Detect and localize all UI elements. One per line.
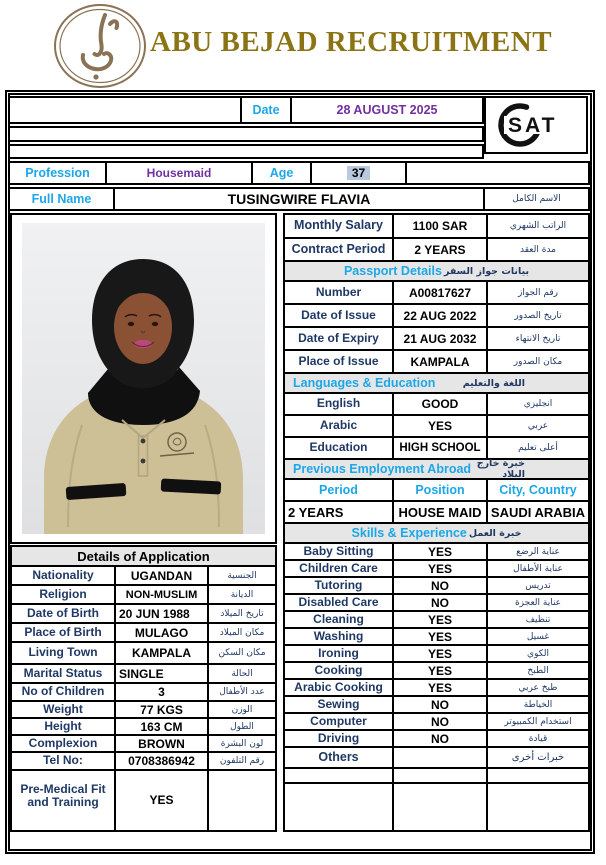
- table-row: [285, 578, 588, 595]
- table-row: [285, 328, 588, 351]
- row-value: MULAGO: [116, 624, 209, 641]
- date-row-empty-cell: [10, 98, 242, 122]
- table-row: [12, 605, 275, 624]
- row-arabic-label: مكان الصدور: [513, 356, 563, 367]
- row-value: 2 YEARS: [394, 239, 488, 260]
- date-label: Date: [242, 98, 292, 122]
- row-arabic-label: مدة العقد: [520, 244, 556, 255]
- row-arabic-label: عناية الأطفال: [513, 563, 563, 574]
- table-row: [285, 305, 588, 328]
- row-value: 21 AUG 2032: [394, 328, 488, 349]
- section-title: Passport Details: [343, 264, 442, 278]
- row-arabic-label: مكان السكن: [218, 648, 266, 658]
- row-arabic-label: الخياطة: [523, 699, 553, 710]
- row-arabic-label: تاريخ الصدور: [514, 310, 562, 321]
- row-label: Disabled Care: [285, 595, 394, 610]
- table-row: [12, 753, 275, 771]
- row-label: Ironing: [285, 646, 394, 661]
- row-value: HOUSE MAID: [394, 502, 488, 522]
- table-row: [285, 714, 588, 731]
- row-arabic-label: انجليزي: [523, 399, 553, 409]
- table-row: [12, 624, 275, 643]
- row-label: Arabic Cooking: [285, 680, 394, 695]
- row-label: Computer: [285, 714, 394, 729]
- applicant-photo-frame: [10, 213, 277, 544]
- row-label: Sewing: [285, 697, 394, 712]
- table-row: [12, 684, 275, 702]
- row-value: NO: [394, 595, 488, 610]
- row-value: YES: [394, 416, 488, 436]
- table-row: [285, 731, 588, 748]
- row-value: NON-MUSLIM: [116, 586, 209, 603]
- row-label: Date of Birth: [12, 605, 116, 622]
- row-value: 0708386942: [116, 753, 209, 769]
- row-arabic-label: مكان الميلاد: [219, 627, 265, 638]
- section-header-skills-experience: [285, 524, 588, 544]
- full-name-label: Full Name: [10, 189, 115, 209]
- row-label: No of Children: [12, 684, 116, 700]
- row-value: 163 CM: [116, 719, 209, 734]
- date-value: 28 AUGUST 2025: [336, 103, 438, 117]
- row-value: 1100 SAR: [394, 215, 488, 237]
- date-row: [8, 96, 484, 124]
- row-arabic-label: غسيل: [526, 631, 550, 642]
- details-of-application-header: [12, 547, 275, 567]
- row-arabic-label: تاريخ الميلاد: [220, 608, 264, 619]
- row-arabic-label: تدريس: [525, 580, 551, 591]
- row-label: Monthly Salary: [285, 215, 394, 237]
- sat-logo-icon: [488, 100, 584, 150]
- row-value: YES: [116, 771, 209, 830]
- row-arabic-label: أعلى تعليم: [518, 443, 558, 453]
- row-label: Tel No:: [12, 753, 116, 769]
- row-value: YES: [394, 544, 488, 559]
- row-arabic-label: الكوي: [527, 648, 549, 659]
- row-label: Driving: [285, 731, 394, 746]
- row-value: KAMPALA: [116, 643, 209, 663]
- row-arabic-label: الجنسية: [227, 570, 257, 581]
- row-value: 22 AUG 2022: [394, 305, 488, 326]
- row-arabic-label: الراتب الشهري: [509, 221, 567, 231]
- row-arabic-label: خبرات أخرى: [511, 752, 565, 763]
- section-title: Skills & Experience: [351, 526, 467, 540]
- table-row: [285, 215, 588, 239]
- row-value: BROWN: [116, 736, 209, 751]
- profession-row-empty-cell: [407, 163, 588, 183]
- empty-table-row: [285, 784, 588, 830]
- section-title-arabic: بيانات جواز السفر: [443, 265, 530, 277]
- row-arabic-label: عربي: [527, 421, 549, 431]
- row-value: SAUDI ARABIA: [490, 504, 586, 520]
- row-label: Cooking: [285, 663, 394, 678]
- row-arabic-label: عناية العجزة: [514, 597, 562, 608]
- empty-cell: [488, 769, 588, 782]
- empty-cell: [285, 784, 394, 830]
- row-label: Place of Birth: [12, 624, 116, 641]
- row-arabic-label: طبخ عربي: [518, 682, 558, 693]
- row-value: KAMPALA: [394, 351, 488, 372]
- row-label: Place of Issue: [285, 351, 394, 372]
- row-label: Contract Period: [285, 239, 394, 260]
- row-label: Religion: [12, 586, 116, 603]
- table-row: [285, 646, 588, 663]
- company-title: ABU BEJAD RECRUITMENT: [150, 26, 553, 58]
- row-arabic-label: الحالة: [231, 668, 253, 679]
- applicant-photo: [22, 223, 265, 534]
- row-value: YES: [394, 646, 488, 661]
- row-label: Date of Issue: [285, 305, 394, 326]
- row-value: 2 YEARS: [285, 502, 394, 522]
- row-label: Others: [285, 748, 394, 767]
- empty-row-1: [8, 126, 484, 142]
- full-name-row: [8, 187, 590, 211]
- table-row: [12, 586, 275, 605]
- row-label: Living Town: [12, 643, 116, 663]
- table-row: [12, 643, 275, 665]
- section-title: Languages & Education: [293, 376, 436, 390]
- row-label: Number: [285, 282, 394, 303]
- table-row: [285, 595, 588, 612]
- table-row: [285, 394, 588, 416]
- row-value: NO: [394, 697, 488, 712]
- row-label: Complexion: [12, 736, 116, 751]
- table-row: [285, 680, 588, 697]
- row-arabic-label: تنظيف: [525, 614, 551, 625]
- table-row: [285, 351, 588, 374]
- row-value: 3: [116, 684, 209, 700]
- row-value: [394, 748, 488, 767]
- section-title: Previous Employment Abroad: [293, 462, 472, 476]
- row-value: UGANDAN: [116, 567, 209, 584]
- full-name-value: TUSINGWIRE FLAVIA: [115, 189, 485, 209]
- section-header-languages-education: [285, 374, 588, 394]
- row-arabic-label: عناية الرضع: [516, 546, 560, 557]
- empty-cell: [394, 769, 488, 782]
- table-row: [12, 771, 275, 830]
- row-label: Marital Status: [12, 665, 116, 682]
- row-value: NO: [394, 714, 488, 729]
- row-value: YES: [394, 561, 488, 576]
- row-label: Height: [12, 719, 116, 734]
- table-row: [285, 282, 588, 305]
- section-title-arabic: اللغة والتعليم: [462, 377, 525, 389]
- column-header: City, Country: [499, 483, 577, 497]
- full-name-arabic-label: الاسم الكامل: [512, 194, 561, 204]
- table-row: [12, 719, 275, 736]
- table-column-header-row: [285, 480, 588, 502]
- row-arabic-label: عدد الأطفال: [219, 687, 265, 697]
- row-value: 77 KGS: [116, 702, 209, 717]
- row-label: Tutoring: [285, 578, 394, 593]
- row-label: Education: [285, 438, 394, 458]
- row-arabic-label: استخدام الكمبيوتر: [504, 716, 572, 727]
- row-arabic-label: رقم التلفون: [219, 756, 265, 766]
- row-arabic-label: رقم الجواز: [517, 287, 559, 298]
- row-value: YES: [394, 663, 488, 678]
- section-header-previous-employment: [285, 460, 588, 480]
- right-details-table: [283, 213, 590, 832]
- row-value: YES: [394, 680, 488, 695]
- table-row: [285, 663, 588, 680]
- table-row: [285, 239, 588, 262]
- profession-value: Housemaid: [107, 163, 253, 183]
- row-arabic-label: الوزن: [231, 704, 253, 715]
- row-label: Pre-Medical Fit and Training: [12, 771, 116, 830]
- details-of-application-table: [10, 545, 277, 832]
- table-row: [12, 702, 275, 719]
- row-arabic-label: [209, 771, 275, 830]
- table-row: [285, 612, 588, 629]
- table-row: [12, 736, 275, 753]
- row-arabic-label: لون البشرة: [220, 738, 264, 749]
- row-value: YES: [394, 612, 488, 627]
- row-value: A00817627: [394, 282, 488, 303]
- table-row: [285, 502, 588, 524]
- row-value: NO: [394, 578, 488, 593]
- section-title-arabic: خبرة العمل: [468, 527, 522, 539]
- age-label: Age: [253, 163, 312, 183]
- table-row: [285, 561, 588, 578]
- row-value: GOOD: [394, 394, 488, 414]
- row-label: Washing: [285, 629, 394, 644]
- table-row: [285, 748, 588, 769]
- row-label: Cleaning: [285, 612, 394, 627]
- column-header: Position: [394, 480, 488, 500]
- empty-cell: [285, 769, 394, 782]
- row-arabic-label: قيادة: [528, 733, 548, 744]
- row-label: Children Care: [285, 561, 394, 576]
- section-title-arabic: خبرة خارج البلاد: [476, 458, 525, 480]
- row-arabic-label: الديانة: [230, 589, 254, 600]
- column-header: Period: [285, 480, 394, 500]
- table-row: [285, 697, 588, 714]
- table-row: [285, 438, 588, 460]
- empty-cell: [488, 784, 588, 830]
- table-row: [285, 416, 588, 438]
- table-row: [285, 629, 588, 646]
- company-calligraphy-logo-icon: [52, 3, 148, 89]
- row-arabic-label: الطبخ: [527, 665, 549, 676]
- table-row: [12, 567, 275, 586]
- empty-cell: [394, 784, 488, 830]
- row-arabic-label: تاريخ الانتهاء: [515, 333, 561, 344]
- age-value: 37: [312, 163, 407, 183]
- svg-text:SAT: SAT: [508, 114, 558, 137]
- row-label: Date of Expiry: [285, 328, 394, 349]
- row-label: English: [285, 394, 394, 414]
- row-label: Nationality: [12, 567, 116, 584]
- row-value: NO: [394, 731, 488, 746]
- row-label: Baby Sitting: [285, 544, 394, 559]
- row-value: YES: [394, 629, 488, 644]
- row-label: Weight: [12, 702, 116, 717]
- table-row: [285, 544, 588, 561]
- row-value: 20 JUN 1988: [116, 605, 209, 622]
- sat-logo-box: [484, 96, 588, 154]
- table-row: [12, 665, 275, 684]
- empty-table-row: [285, 769, 588, 784]
- row-label: Arabic: [285, 416, 394, 436]
- row-value: SINGLE: [116, 665, 209, 682]
- section-header-passport-details: [285, 262, 588, 282]
- profession-age-row: [8, 161, 590, 185]
- profession-label: Profession: [10, 163, 107, 183]
- row-value: HIGH SCHOOL: [394, 438, 488, 458]
- empty-row-2: [8, 144, 484, 159]
- details-of-application-title: Details of Application: [77, 548, 210, 564]
- row-arabic-label: الطول: [230, 721, 254, 732]
